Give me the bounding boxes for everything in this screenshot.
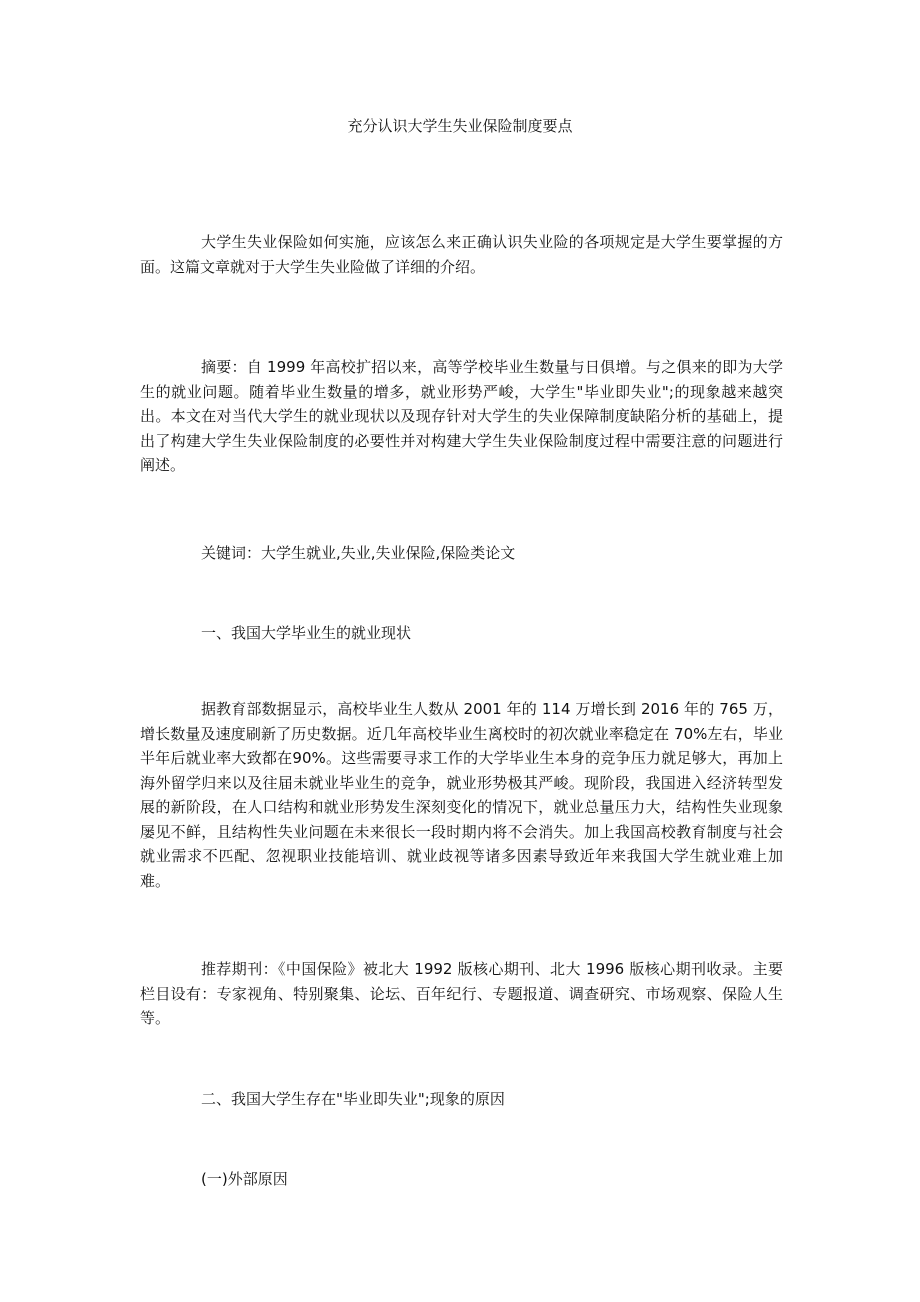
intro-paragraph: 大学生失业保险如何实施，应该怎么来正确认识失业险的各项规定是大学生要掌握的方面。这篇文章就对于大学生失业险做了详细的介绍。 [140, 233, 783, 276]
abstract-paragraph: 摘要：自 1999 年高校扩招以来，高等学校毕业生数量与日俱增。与之俱来的即为大学生的就业问题。随着毕业生数量的增多，就业形势严峻，大学生"毕业即失业";的现象越来越突出。本文在对当代大学生的就业现状以及现存针对大学生的失业保障制度缺陷分析的基础上，提出了构建大学生失业保险制度的必要性并对构建大学生失业保险制度过程中需要注意的问题进行阐述。 [140, 358, 783, 474]
subsection-1-heading: (一)外部原因 [201, 1170, 288, 1188]
keywords-line: 关键词：大学生就业,失业,失业保险,保险类论文 [201, 544, 516, 562]
section-2-heading: 二、我国大学生存在"毕业即失业";现象的原因 [201, 1090, 505, 1108]
section-1-heading: 一、我国大学毕业生的就业现状 [201, 624, 412, 642]
section-1-paragraph: 据教育部数据显示，高校毕业生人数从 2001 年的 114 万增长到 2016 年的 765 万，增长数量及速度刷新了历史数据。近几年高校毕业生离校时的初次就业率稳定在 70%左右，毕业半年后就业率大致都在90%。这些需要寻求工作的大学毕业生本身的竞争压力就足够大，再加上海外留学归来以及往届未就业毕业生的竞争，就业形势极其严峻。现阶段，我国进入经济转型发展的新阶段，在人口结构和就业形势发生深刻变化的情况下，就业总量压力大，结构性失业现象屡见不鲜，且结构性失业问题在未来很长一段时期内将不会消失。加上我国高校教育制度与社会就业需求不匹配、忽视职业技能培训、就业歧视等诸多因素导致近年来我国大学生就业难上加难。 [140, 700, 783, 890]
recommendation-paragraph: 推荐期刊：《中国保险》被北大 1992 版核心期刊、北大 1996 版核心期刊收录。主要栏目设有：专家视角、特别聚集、论坛、百年纪行、专题报道、调查研究、市场观察、保险人生等。 [140, 960, 783, 1027]
document-title: 充分认识大学生失业保险制度要点 [347, 117, 573, 135]
